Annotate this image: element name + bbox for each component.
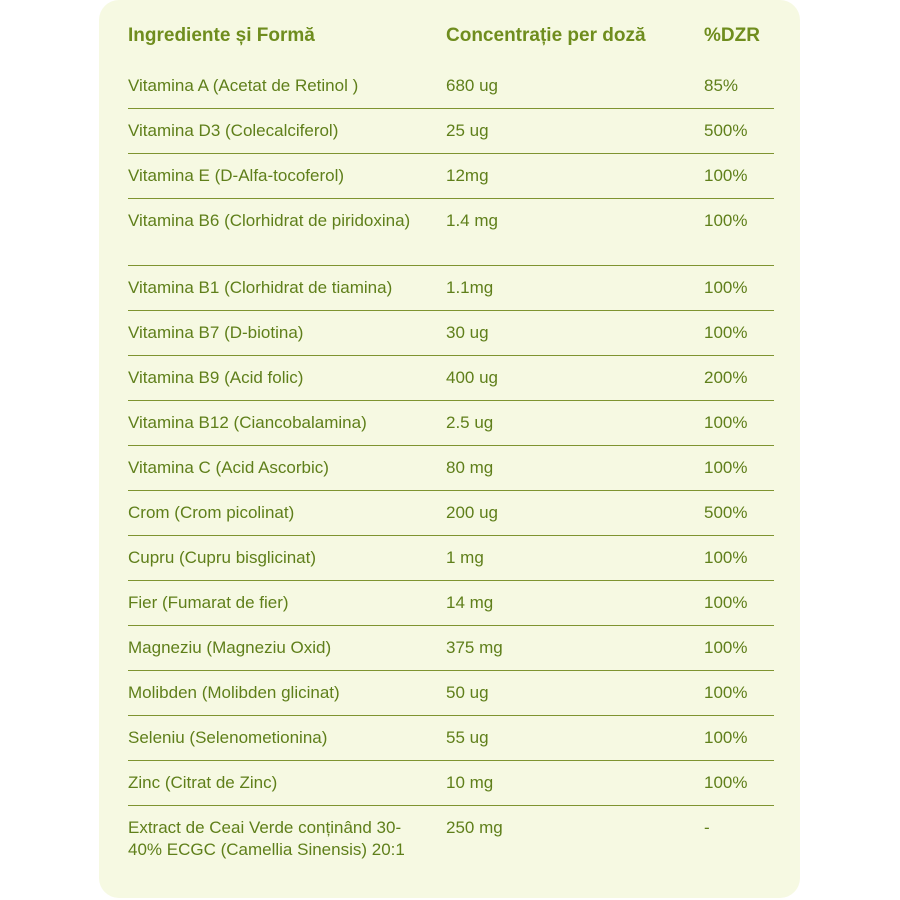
ingredient-name: Vitamina D3 (Colecalciferol)	[128, 121, 339, 140]
ingredient-name: Molibden (Molibden glicinat)	[128, 683, 340, 702]
table-row	[128, 109, 774, 154]
ingredient-dzr: 100%	[704, 638, 748, 657]
ingredient-name: Seleniu (Selenometionina)	[128, 728, 328, 747]
table-row	[128, 266, 774, 311]
ingredient-dzr: 100%	[704, 211, 748, 230]
ingredient-name: Vitamina B6 (Clorhidrat de piridoxina)	[128, 211, 411, 230]
ingredient-dose: 10 mg	[446, 773, 494, 792]
table-row	[128, 491, 774, 536]
ingredient-dose: 30 ug	[446, 323, 489, 342]
ingredient-name: Vitamina B9 (Acid folic)	[128, 368, 304, 387]
ingredient-dzr: 85%	[704, 76, 739, 95]
table-row	[128, 671, 774, 716]
ingredient-name: Cupru (Cupru bisglicinat)	[128, 548, 317, 567]
ingredient-dose: 200 ug	[446, 503, 498, 522]
table-row	[128, 356, 774, 401]
ingredient-dzr: 100%	[704, 458, 748, 477]
ingredient-dzr: 200%	[704, 368, 748, 387]
table-row	[128, 581, 774, 626]
ingredient-dzr: 100%	[704, 728, 748, 747]
table-row	[128, 311, 774, 356]
ingredient-name: Magneziu (Magneziu Oxid)	[128, 638, 332, 657]
ingredient-dose: 14 mg	[446, 593, 494, 612]
table-row	[128, 199, 774, 266]
ingredient-dose: 1.1mg	[446, 278, 494, 297]
ingredient-dzr: 100%	[704, 413, 748, 432]
ingredient-dzr: 500%	[704, 121, 748, 140]
table-row	[128, 154, 774, 199]
table-row	[128, 536, 774, 581]
ingredient-dose: 2.5 ug	[446, 413, 494, 432]
table-header	[128, 25, 774, 53]
ingredient-name: Extract de Ceai Verde conținând 30-40% ECGC (Camellia Sinensis) 20:1	[128, 818, 405, 859]
table-row	[128, 806, 774, 894]
ingredient-name: Vitamina B7 (D-biotina)	[128, 323, 304, 342]
table-row	[128, 401, 774, 446]
ingredient-dzr: 100%	[704, 278, 748, 297]
table-row	[128, 64, 774, 109]
ingredient-dose: 80 mg	[446, 458, 494, 477]
ingredient-dose: 375 mg	[446, 638, 503, 657]
ingredient-dose: 12mg	[446, 166, 489, 185]
ingredient-dzr: -	[704, 818, 710, 837]
ingredient-dzr: 100%	[704, 166, 748, 185]
ingredient-name: Zinc (Citrat de Zinc)	[128, 773, 278, 792]
ingredient-name: Fier (Fumarat de fier)	[128, 593, 289, 612]
ingredient-dose: 680 ug	[446, 76, 498, 95]
ingredient-dose: 1 mg	[446, 548, 484, 567]
table-row	[128, 626, 774, 671]
ingredient-dzr: 100%	[704, 548, 748, 567]
ingredient-name: Vitamina C (Acid Ascorbic)	[128, 458, 329, 477]
header-ingredients: Ingrediente și Formă	[128, 25, 315, 46]
ingredient-dose: 400 ug	[446, 368, 498, 387]
ingredient-name: Vitamina B12 (Ciancobalamina)	[128, 413, 367, 432]
ingredient-dose: 1.4 mg	[446, 211, 498, 230]
ingredient-name: Vitamina B1 (Clorhidrat de tiamina)	[128, 278, 393, 297]
header-concentration: Concentrație per doză	[446, 25, 646, 46]
ingredient-dzr: 100%	[704, 683, 748, 702]
ingredient-dose: 55 ug	[446, 728, 489, 747]
ingredient-dzr: 100%	[704, 773, 748, 792]
ingredient-name: Crom (Crom picolinat)	[128, 503, 295, 522]
ingredient-dzr: 100%	[704, 323, 748, 342]
ingredient-dose: 25 ug	[446, 121, 489, 140]
table-row	[128, 761, 774, 806]
table-row	[128, 446, 774, 491]
table-row	[128, 716, 774, 761]
header-dzr: %DZR	[704, 25, 760, 46]
ingredient-dose: 50 ug	[446, 683, 489, 702]
ingredient-dzr: 100%	[704, 593, 748, 612]
ingredient-name: Vitamina E (D-Alfa-tocoferol)	[128, 166, 345, 185]
ingredient-dose: 250 mg	[446, 818, 503, 837]
ingredients-table	[128, 64, 774, 894]
ingredient-name: Vitamina A (Acetat de Retinol )	[128, 76, 359, 95]
ingredient-dzr: 500%	[704, 503, 748, 522]
